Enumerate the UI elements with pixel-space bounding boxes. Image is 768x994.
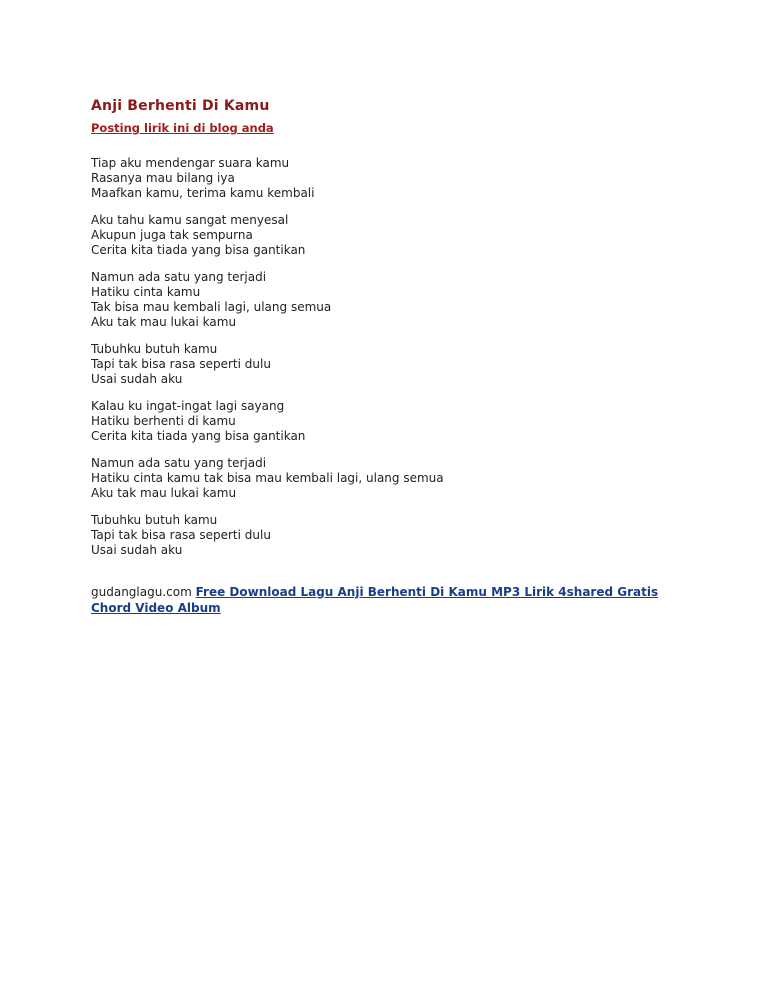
lyric-line: Usai sudah aku [91, 372, 183, 386]
lyric-line: Tapi tak bisa rasa seperti dulu [91, 528, 271, 542]
lyric-line: Cerita kita tiada yang bisa gantikan [91, 243, 306, 257]
lyrics-stanza [91, 399, 691, 444]
lyric-line: Aku tak mau lukai kamu [91, 315, 237, 329]
lyric-line: Tapi tak bisa rasa seperti dulu [91, 357, 271, 371]
lyrics [91, 156, 691, 558]
lyric-line: Tubuhku butuh kamu [91, 513, 218, 527]
song-title: Anji Berhenti Di Kamu [91, 98, 270, 114]
post-to-blog-link[interactable]: Posting lirik ini di blog anda [91, 121, 274, 135]
lyric-line: Cerita kita tiada yang bisa gantikan [91, 429, 306, 443]
lyric-line: Hatiku berhenti di kamu [91, 414, 236, 428]
lyric-line: Hatiku cinta kamu tak bisa mau kembali lagi, ulang semua [91, 471, 444, 485]
document-page [91, 96, 691, 616]
source-line [91, 584, 661, 616]
lyrics-stanza [91, 270, 691, 330]
lyric-line: Rasanya mau bilang iya [91, 171, 235, 185]
lyric-line: Namun ada satu yang terjadi [91, 456, 267, 470]
lyrics-stanza [91, 213, 691, 258]
lyric-line: Aku tak mau lukai kamu [91, 486, 237, 500]
source-site: gudanglagu.com [91, 585, 192, 599]
lyrics-stanza [91, 342, 691, 387]
lyric-line: Namun ada satu yang terjadi [91, 270, 267, 284]
lyric-line: Tubuhku butuh kamu [91, 342, 218, 356]
lyric-line: Hatiku cinta kamu [91, 285, 201, 299]
lyric-line: Tiap aku mendengar suara kamu [91, 156, 290, 170]
lyric-line: Maafkan kamu, terima kamu kembali [91, 186, 315, 200]
lyrics-stanza [91, 456, 691, 501]
lyric-line: Tak bisa mau kembali lagi, ulang semua [91, 300, 332, 314]
download-link[interactable]: Free Download Lagu Anji Berhenti Di Kamu MP3 Lirik 4shared Gratis Chord Video Album [91, 585, 659, 615]
lyrics-stanza [91, 156, 691, 201]
lyric-line: Kalau ku ingat-ingat lagi sayang [91, 399, 285, 413]
lyric-line: Usai sudah aku [91, 543, 183, 557]
lyrics-stanza [91, 513, 691, 558]
lyric-line: Aku tahu kamu sangat menyesal [91, 213, 289, 227]
lyric-line: Akupun juga tak sempurna [91, 228, 253, 242]
